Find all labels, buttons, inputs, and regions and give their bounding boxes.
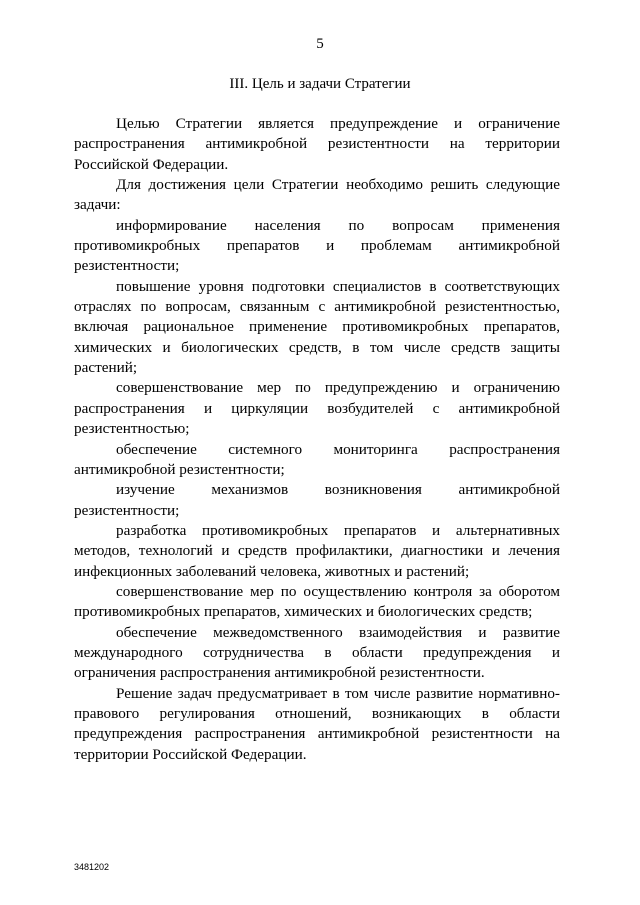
section-heading: III. Цель и задачи Стратегии [229, 76, 411, 92]
task-item-8: обеспечение межведомственного взаимодействия и развитие международного сотрудничества в области предупреждения и ограничения распространения антимикробной резистентности. [74, 623, 560, 682]
task-item-3: совершенствование мер по предупреждению и ограничению распространения и циркуляции возбудителей с антимикробной резистентностью; [74, 379, 560, 438]
goal-paragraph: Целью Стратегии является предупреждение и ограничение распространения антимикробной резистентности на территории Российской Федерации. [74, 115, 560, 173]
task-item-1: информирование населения по вопросам применения противомикробных препаратов и проблемам антимикробной резистентности; [74, 216, 560, 275]
closing-paragraph: Решение задач предусматривает в том числе развитие нормативно-правового регулирования отношений, возникающих в области предупреждения распространения антимикробной резистентности на территории Российской Федерации. [74, 684, 560, 763]
task-item-6: разработка противомикробных препаратов и альтернативных методов, технологий и средств профилактики, диагностики и лечения инфекционных заболеваний человека, животных и растений; [74, 521, 560, 580]
page-number: 5 [316, 36, 324, 52]
document-code: 3481202 [74, 862, 110, 872]
body-text [74, 114, 560, 765]
task-item-5: изучение механизмов возникновения антимикробной резистентности; [74, 481, 560, 519]
task-item-2: повышение уровня подготовки специалистов в соответствующих отраслях по вопросам, связанным с антимикробной резистентностью, включая рациональное применение противомикробных препаратов, химических и биологических средств, в том числе средств защиты растений; [74, 277, 560, 377]
task-item-7: совершенствование мер по осуществлению контроля за оборотом противомикробных препаратов, химических и биологических средств; [74, 582, 560, 621]
tasks-intro-paragraph: Для достижения цели Стратегии необходимо решить следующие задачи: [74, 176, 560, 214]
task-item-4: обеспечение системного мониторинга распространения антимикробной резистентности; [74, 440, 560, 478]
